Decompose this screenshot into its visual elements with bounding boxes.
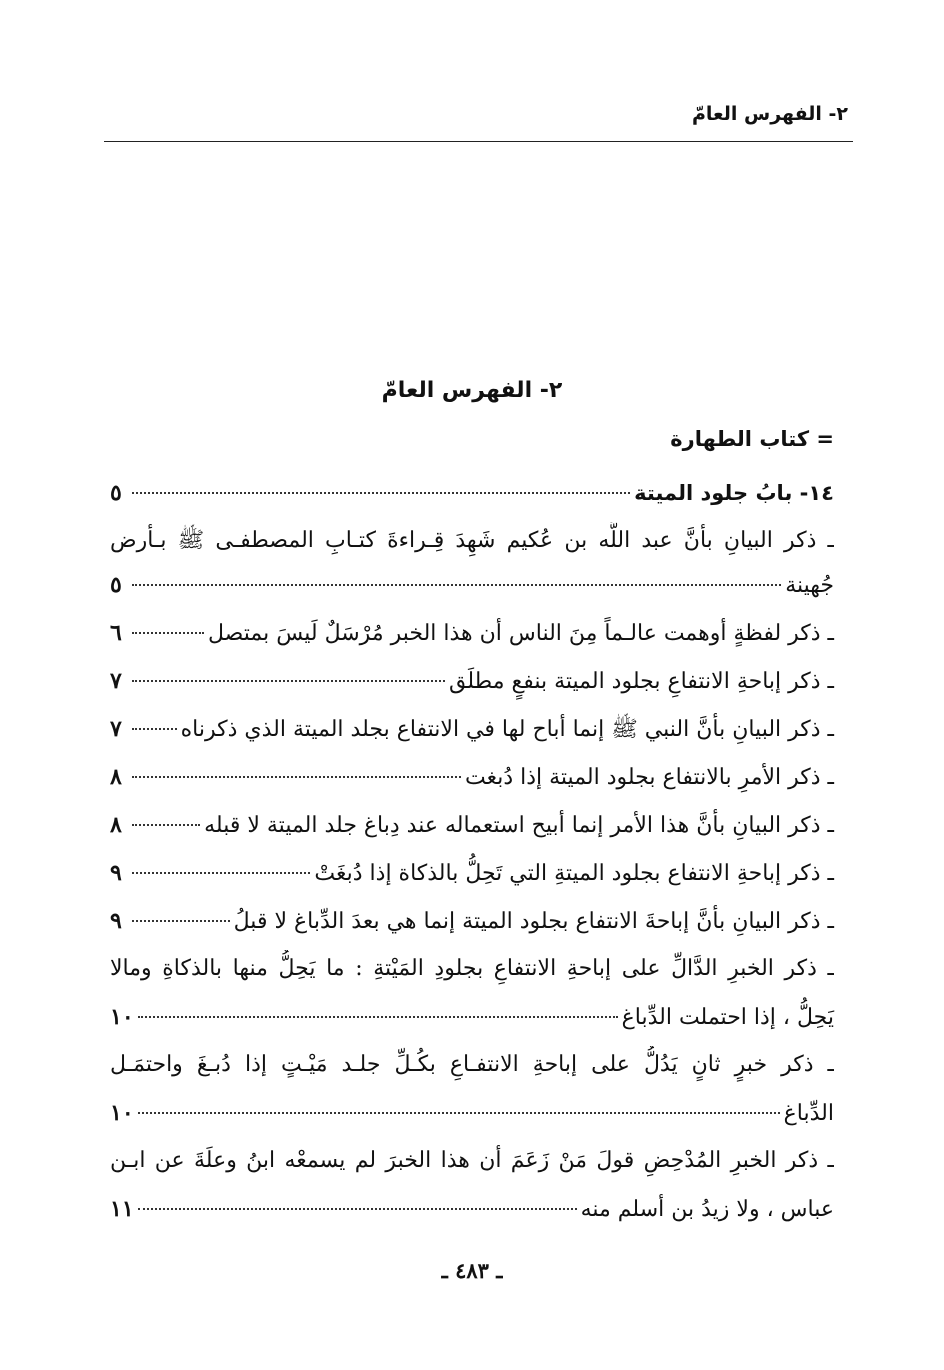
entry-page-number: ٧: [110, 668, 122, 694]
entry-page-number: ٥: [110, 480, 122, 506]
entry-page-number: ٦: [110, 620, 122, 646]
entry-text: ١٤- بابُ جلود الميتة: [634, 481, 834, 505]
toc-entry: [110, 1094, 834, 1132]
dot-leader: [132, 632, 204, 634]
header-rule: [104, 141, 853, 142]
entry-page-number: ٩: [110, 860, 122, 886]
entry-first-line: ـ ذكر الخبرِ المُدْحِضِ قولَ مَنْ زَعَمَ أن هذا الخبرَ لم يسمعْه ابنُ وعلَةَ عن ابـن: [110, 1148, 834, 1173]
entry-text: جُهينة: [785, 573, 834, 598]
entry-first-line: ـ ذكر الخبرِ الدَّالِّ على إباحةِ الانتفاعِ بجلودِ المَيْتةِ : ما يَحِلُّ منها بالذكاةِ ومالا: [110, 956, 834, 981]
dot-leader: [138, 1016, 618, 1018]
dot-leader: [132, 776, 461, 778]
dot-leader: [138, 1112, 780, 1114]
entry-page-number: ٧: [110, 716, 122, 742]
running-header: ٢- الفهرس العامّ: [691, 103, 848, 125]
entry-text: ـ ذكر إباحةِ الانتفاع بجلود الميتةِ التي تَحِلُّ بالذكاة إذا دُبغَتْ: [314, 861, 834, 886]
toc-entry: [110, 566, 834, 604]
toc-entry: [110, 854, 834, 892]
entry-page-number: ٨: [110, 764, 122, 790]
entry-first-line: ـ ذكر البيانِ بأنَّ عبد اللَّه بن عُكيم شَهِدَ قِـراءةَ كتـابِ المصطفـى ﷺ بـأرض: [110, 528, 834, 553]
entry-page-number: ٥: [110, 572, 122, 598]
dot-leader: [132, 584, 781, 586]
dot-leader: [132, 824, 200, 826]
dot-leader: [132, 872, 310, 874]
page-title: ٢- الفهرس العامّ: [381, 378, 563, 403]
entry-page-number: ٨: [110, 812, 122, 838]
toc-entry: [110, 710, 834, 748]
toc-entry: [110, 998, 834, 1036]
entry-page-number: ١٠: [110, 1004, 134, 1030]
entry-text: ـ ذكر إباحةِ الانتفاعِ بجلود الميتة بنفعٍ مطلَق: [449, 669, 834, 694]
dot-leader: [132, 680, 445, 682]
book-heading: = كتاب الطهارة: [670, 427, 834, 451]
entry-text: ـ ذكر الأمرِ بالانتفاع بجلود الميتة إذا دُبغت: [464, 765, 834, 790]
toc-entry: [110, 662, 834, 700]
toc-entry: [110, 902, 834, 940]
entry-text: الدِّباغ: [783, 1101, 834, 1126]
entry-page-number: ٩: [110, 908, 122, 934]
entry-text: ـ ذكر لفظةٍ أوهمت عالـماً مِنَ الناس أن هذا الخبر مُرْسَلٌ لَيسَ بمتصل: [207, 621, 834, 646]
toc-entry: [110, 1190, 834, 1228]
entry-text: ـ ذكر البيانِ بأنَّ النبي ﷺ إنما أباح لها في الانتفاع بجلد الميتة الذي ذكرناه: [180, 717, 834, 742]
entry-text: عباس ، ولا زيدُ بن أسلم منه: [580, 1197, 834, 1222]
dot-leader: [138, 1208, 577, 1210]
entry-first-line: ـ ذكر خبرٍ ثانٍ يَدُلُّ على إباحةِ الانتفـاعِ بكُـلِّ جلـد مَيْـتٍ إذا دُبـغَ واحتمَـل: [110, 1052, 834, 1077]
toc-entry: [110, 806, 834, 844]
toc-chapter-heading: [110, 474, 834, 512]
entry-text: ـ ذكر البيانِ بأنَّ هذا الأمر إنما أبيح استعماله عند دِباغ جلد الميتة لا قبله: [204, 813, 834, 838]
page-number-footer: ـ ٤٨٣ ـ: [441, 1258, 503, 1283]
dot-leader: [132, 728, 177, 730]
toc-entry: [110, 758, 834, 796]
toc-entry: [110, 614, 834, 652]
dot-leader: [132, 492, 630, 494]
entry-page-number: ١١: [110, 1196, 134, 1222]
entry-page-number: ١٠: [110, 1100, 134, 1126]
dot-leader: [132, 920, 230, 922]
entry-text: يَحِلُّ ، إذا احتملت الدِّباغ: [621, 1005, 834, 1030]
entry-text: ـ ذكر البيانِ بأنَّ إباحةَ الانتفاع بجلود الميتة إنما هي بعدَ الدِّباغ لا قبلُ: [233, 909, 834, 934]
